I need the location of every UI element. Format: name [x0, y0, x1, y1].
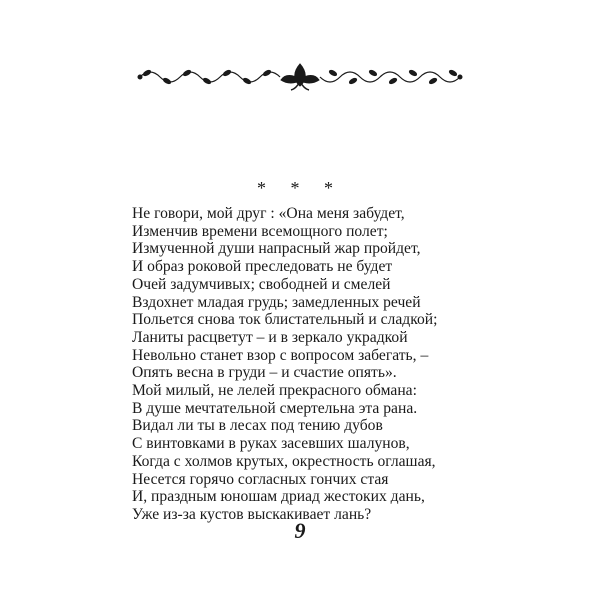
poem-line: Невольно станет взор с вопросом забегать, – [132, 346, 429, 364]
poem-line: Ланиты расцветут – и в зеркало украдкой [132, 328, 408, 346]
poem-text [132, 205, 492, 524]
poem-line: Не говори, мой друг : «Она меня забудет, [132, 205, 405, 222]
decorative-fleuron-ornament-icon [135, 62, 465, 92]
poem-line: И, праздным юношам дриад жестоких дань, [132, 488, 425, 506]
poem-line: Очей задумчивых; свободней и смелей [132, 275, 391, 293]
poem-line: Опять весна в груди – и счастие опять». [132, 364, 397, 382]
poem-line: Видал ли ты в лесах под тению дубов [132, 417, 383, 435]
poem-line: С винтовками в руках засевших шалунов, [132, 435, 410, 453]
poem-line: В душе мечтательной смертельна эта рана. [132, 399, 418, 417]
page-number: 9 [294, 518, 306, 543]
poem-line: Несется горячо согласных гончих стая [132, 470, 389, 488]
poem-line: Польется снова ток блистательный и сладкой; [132, 311, 438, 329]
poem-line: Когда с холмов крутых, окрестность оглашая, [132, 452, 436, 470]
poem-line: Измученной души напрасный жар пройдет, [132, 240, 421, 258]
section-mark: * * * [257, 178, 343, 198]
poem-line: Вздохнет младая грудь; замедленных речей [132, 293, 421, 311]
poem-line: Мой милый, не лелей прекрасного обмана: [132, 382, 417, 400]
poem-line: Уже из-за кустов выскакивает лань? [132, 505, 372, 523]
poem-line: Изменчив времени всемощного полет; [132, 222, 388, 240]
poem-line: И образ роковой преследовать не будет [132, 258, 393, 276]
